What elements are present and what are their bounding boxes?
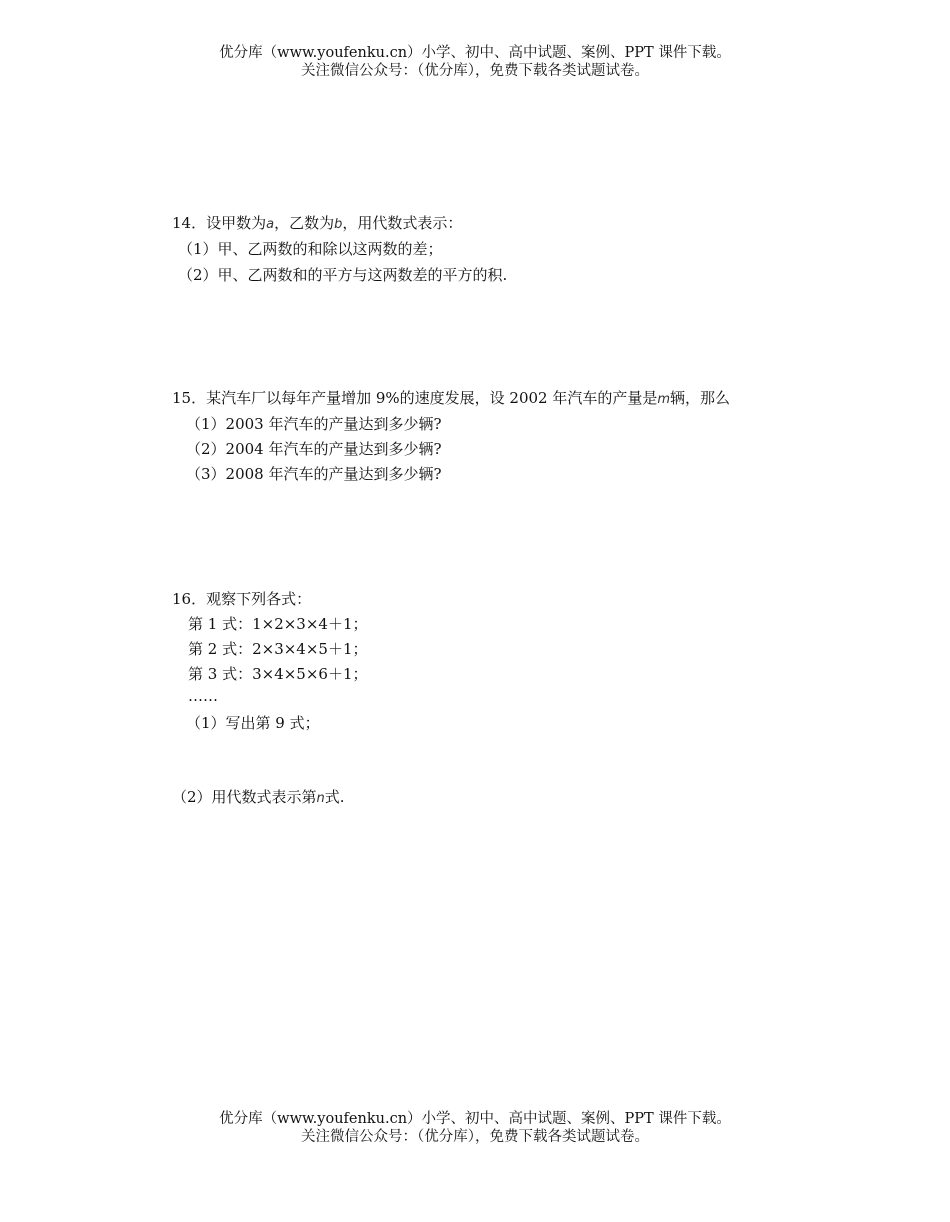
footer-line-2: 关注微信公众号：（优分库），免费下载各类试题试卷。: [301, 1129, 649, 1145]
variable-b: b: [334, 217, 343, 232]
q16-formula-2: 第 2 式：2×3×4×5＋1；: [188, 640, 368, 658]
q16-part-1: （1）写出第 9 式；: [186, 714, 320, 732]
q15-stem-text: 15．某汽车厂以每年产量增加 9%的速度发展，设 2002 年汽车的产量是: [172, 389, 658, 407]
q14-stem-text: 14．设甲数为: [172, 214, 267, 232]
q16-part-2: [172, 787, 345, 809]
header-line-1: 优分库（www.youfenku.cn）小学、初中、高中试题、案例、PPT 课件下载。: [219, 45, 731, 61]
q14-stem-text-end: ，用代数式表示：: [342, 214, 463, 232]
variable-a: a: [266, 217, 275, 232]
q15-part-3: （3）2008 年汽车的产量达到多少辆?: [186, 465, 442, 483]
header-line-2: 关注微信公众号：（优分库），免费下载各类试题试卷。: [301, 63, 649, 79]
q16-part-2-text-end: 式.: [324, 788, 345, 806]
q14-part-2: （2）甲、乙两数和的平方与这两数差的平方的积.: [178, 266, 508, 284]
q16-part-2-text: （2）用代数式表示第: [172, 788, 317, 806]
q15-stem-text-end: 辆，那么: [670, 389, 731, 407]
q16-formula-3: 第 3 式：3×4×5×6＋1；: [188, 665, 368, 683]
q14-part-1: （1）甲、乙两数的和除以这两数的差；: [178, 240, 443, 258]
variable-n: n: [316, 791, 325, 806]
q16-stem: 16．观察下列各式：: [172, 590, 312, 608]
q16-ellipsis: ……: [188, 687, 218, 705]
footer-line-1: 优分库（www.youfenku.cn）小学、初中、高中试题、案例、PPT 课件下载。: [219, 1111, 731, 1127]
q14-stem: [172, 213, 462, 235]
q15-part-2: （2）2004 年汽车的产量达到多少辆?: [186, 440, 442, 458]
variable-m: m: [657, 392, 671, 407]
q14-stem-text-mid: ，乙数为: [274, 214, 335, 232]
q15-stem: [172, 388, 730, 410]
q16-formula-1: 第 1 式：1×2×3×4＋1；: [188, 615, 368, 633]
q15-part-1: （1）2003 年汽车的产量达到多少辆?: [186, 415, 442, 433]
